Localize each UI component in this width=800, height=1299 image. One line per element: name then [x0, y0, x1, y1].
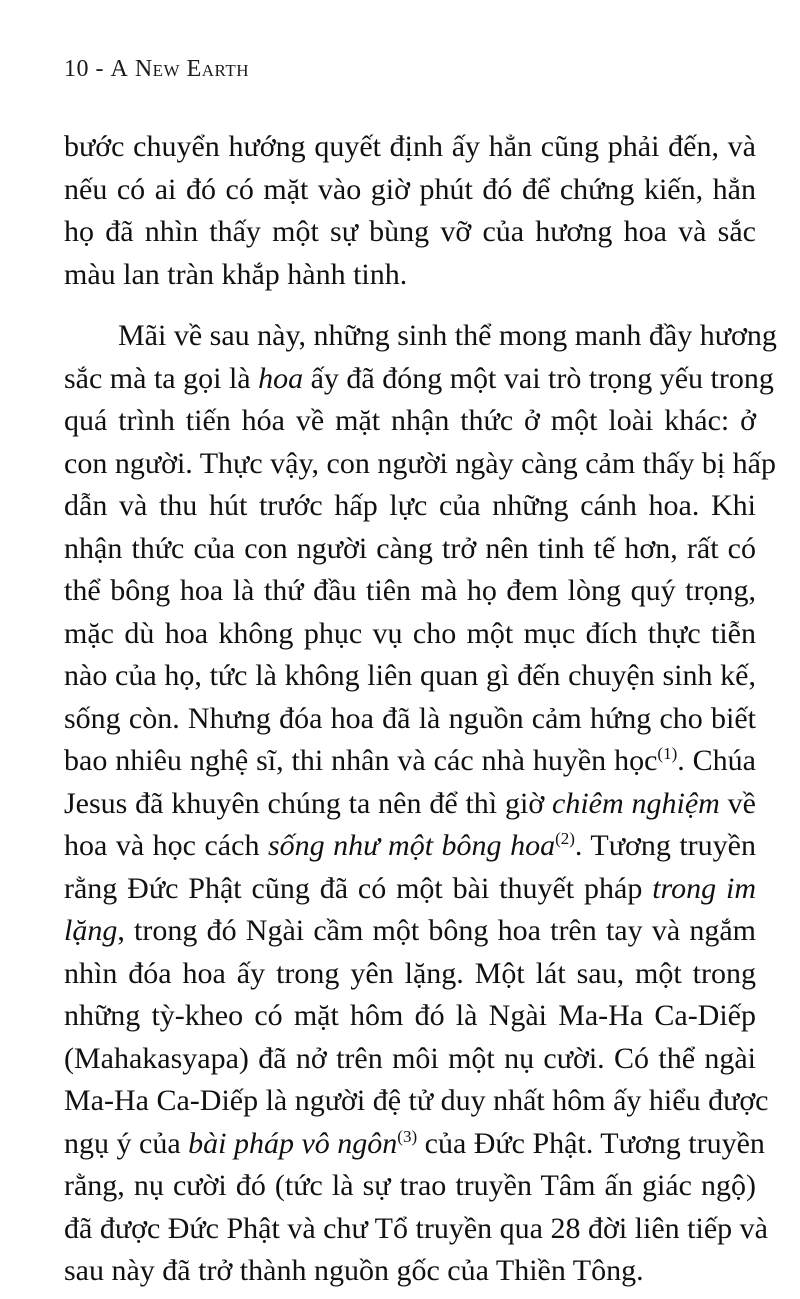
text-line — [64, 825, 756, 868]
italic-term: lặng — [64, 914, 118, 947]
text-line: nếu có ai đó có mặt vào giờ phút đó để chứng kiến, hẳn — [64, 172, 756, 206]
book-title-a: A — [110, 56, 129, 82]
footnote-marker: (2) — [555, 829, 575, 848]
text-run: , trong đó Ngài cầm một bông hoa trên tay và ngắm — [117, 914, 756, 947]
running-header — [64, 56, 249, 83]
text-line — [64, 1123, 765, 1166]
text-line — [64, 783, 756, 826]
paragraph-gap — [64, 296, 756, 315]
text-line — [64, 910, 756, 953]
italic-term: sống như một bông hoa — [267, 829, 556, 862]
text-run: hoa và học cách — [64, 829, 268, 862]
text-run: . Chúa — [677, 744, 757, 777]
text-line: sau này đã trở thành nguồn gốc của Thiền Tông. — [64, 1254, 644, 1287]
text-line: họ đã nhìn thấy một sự bùng vỡ của hương hoa và sắc — [64, 215, 756, 248]
text-run: rằng Đức Phật cũng đã có một bài thuyết pháp — [64, 871, 653, 905]
book-title-b: New Earth — [134, 56, 250, 82]
text-line: nào của họ, tức là không liên quan gì đến chuyện sinh kế, — [64, 659, 756, 692]
text-line: quá trình tiến hóa về mặt nhận thức ở một loài khác: ở — [64, 404, 756, 437]
text-line: sống còn. Nhưng đóa hoa đã là nguồn cảm hứng cho biết — [64, 701, 756, 735]
text-line: con người. Thực vậy, con người ngày càng cảm thấy bị hấp — [64, 446, 776, 480]
text-line — [64, 358, 774, 401]
text-line — [64, 868, 756, 911]
italic-term: chiêm nghiệm — [552, 786, 720, 820]
text-run: ngụ ý của — [64, 1126, 189, 1160]
text-line: Mãi về sau này, những sinh thể mong manh đầy hương — [118, 319, 777, 352]
text-line: đã được Đức Phật và chư Tổ truyền qua 28 đời liên tiếp và — [64, 1211, 768, 1245]
text-line: nhìn đóa hoa ấy trong yên lặng. Một lát sau, một trong — [64, 956, 756, 990]
text-line: rằng, nụ cười đó (tức là sự trao truyền Tâm ấn giác ngộ) — [64, 1169, 756, 1202]
text-line — [64, 740, 756, 783]
text-run: về — [719, 786, 756, 820]
text-line: nhận thức của con người càng trở nên tinh tế hơn, rất có — [64, 531, 756, 565]
text-line: (Mahakasyapa) đã nở trên môi một nụ cười. Có thể ngài — [64, 1041, 756, 1075]
italic-term: trong im — [652, 871, 756, 905]
text-line: màu lan tràn khắp hành tinh. — [64, 257, 408, 291]
text-line: dẫn và thu hút trước hấp lực của những cánh hoa. Khi — [64, 489, 756, 522]
text-run: . Tương truyền — [574, 829, 756, 862]
footnote-marker: (1) — [657, 744, 678, 763]
text-line: những tỳ-kheo có mặt hôm đó là Ngài Ma-Ha Ca-Diếp — [64, 999, 756, 1032]
text-line: bước chuyển hướng quyết định ấy hẳn cũng phải đến, và — [64, 130, 756, 163]
body-text — [64, 126, 777, 1293]
italic-term: hoa — [258, 361, 304, 395]
text-line: Ma-Ha Ca-Diếp là người đệ tử duy nhất hôm ấy hiểu được — [64, 1084, 769, 1117]
page-number: 10 — [64, 56, 89, 82]
text-run: ấy đã đóng một vai trò trọng yếu trong — [303, 361, 774, 395]
italic-term: bài pháp vô ngôn — [188, 1126, 398, 1160]
text-run: sắc mà ta gọi là — [64, 361, 259, 395]
text-line: mặc dù hoa không phục vụ cho một mục đích thực tiễn — [64, 616, 756, 650]
text-line: thể bông hoa là thứ đầu tiên mà họ đem lòng quý trọng, — [64, 574, 756, 607]
text-run: bao nhiêu nghệ sĩ, thi nhân và các nhà huyền học — [64, 744, 658, 777]
footnote-marker: (3) — [397, 1126, 418, 1146]
text-run: Jesus đã khuyên chúng ta nên để thì giờ — [64, 786, 553, 820]
text-run: của Đức Phật. Tương truyền — [417, 1126, 765, 1160]
header-separator: - — [95, 56, 104, 82]
